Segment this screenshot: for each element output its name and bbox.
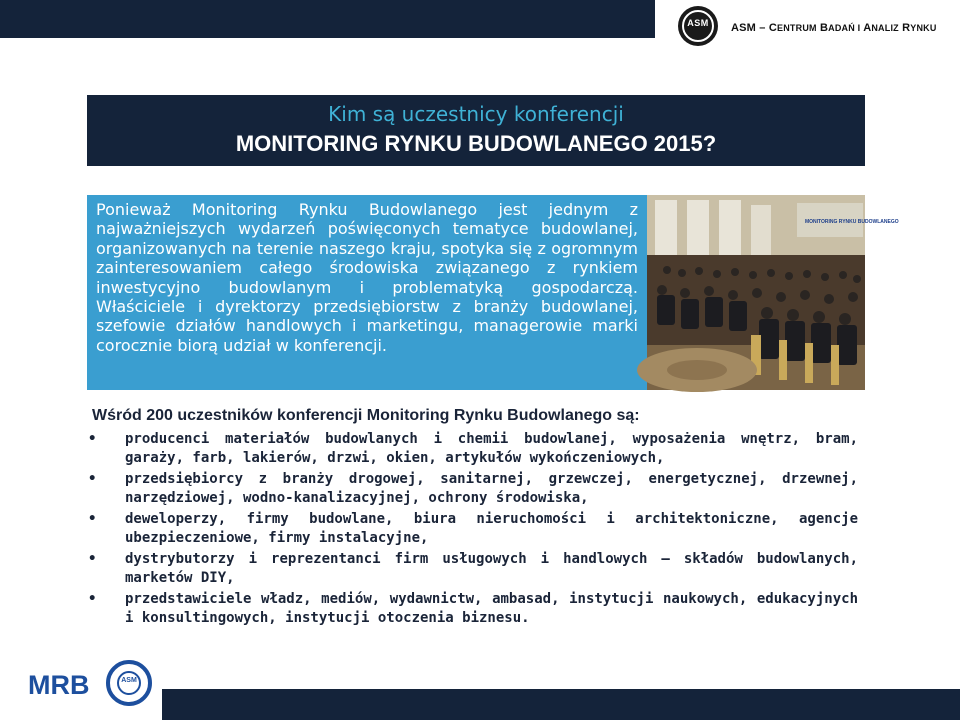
list-item-text: przedsiębiorcy z branży drogowej, sanitarnej, grzewczej, energetycznej, drzewnej, narzędziowej, wodno-kanalizacyjnej, ochrony środowiska,	[125, 471, 858, 506]
company-name: ASM – CENTRUM BADAŃ I ANALIZ RYNKU	[731, 22, 937, 34]
list-item	[88, 590, 858, 627]
page-title: MONITORING RYNKU BUDOWLANEGO 2015?	[235, 131, 717, 156]
title-banner	[87, 95, 865, 166]
participants-list	[88, 430, 858, 630]
bottom-banner-bar	[162, 689, 960, 720]
list-item-text: deweloperzy, firmy budowlane, biura nieruchomości i architektoniczne, agencje ubezpieczeniowe, firmy instalacyjne,	[125, 511, 858, 546]
intro-paragraph: Ponieważ Monitoring Rynku Budowlanego jest jednym z najważniejszych wydarzeń poświęconych tematyce budowlanej, organizowanych na terenie naszego kraju, spotyka się z ogromnym zainteresowaniem całego środowiska związanego z rynkiem inwestycyjno budowlanym i problematyką gospodarczą. Właściciele i dyrektorzy przedsiębiorstw z branży budowlanej, szefowie działów handlowych i marketingu, managerowie marki corocznie biorą udział w konferencji.	[96, 200, 638, 355]
list-item-text: dystrybutorzy i reprezentanci firm usługowych i handlowych – składów budowlanych, marketów DIY,	[125, 551, 858, 586]
conference-hall-illustration	[647, 195, 899, 390]
top-banner-bar	[0, 0, 655, 38]
list-item	[88, 510, 858, 547]
list-item-text: przedstawiciele władz, mediów, wydawnictw, ambasad, instytucji naukowych, edukacyjnych i konsultingowych, instytucji otoczenia biznesu.	[125, 591, 858, 626]
list-item	[88, 470, 858, 507]
list-item	[88, 550, 858, 587]
list-item	[88, 430, 858, 467]
asm-logo-text: ASM	[687, 18, 709, 28]
participants-heading: Wśród 200 uczestników konferencji Monitoring Rynku Budowlanego są:	[92, 407, 640, 424]
mrb-logo-circle	[106, 660, 152, 706]
bullet-icon: •	[88, 471, 97, 487]
mrb-logo-text: MRB	[28, 670, 90, 700]
asm-logo	[678, 6, 718, 46]
list-item-text: producenci materiałów budowlanych i chemii budowlanej, wyposażenia wnętrz, bram, garaży, farb, lakierów, drzwi, okien, artykułów wykończeniowych,	[125, 431, 858, 466]
photo-banner-text: MONITORING RYNKU BUDOWLANEGO	[805, 219, 899, 225]
bullet-icon: •	[88, 551, 97, 567]
intro-panel	[87, 195, 647, 390]
bullet-icon: •	[88, 591, 97, 607]
conference-photo	[647, 195, 899, 390]
bullet-icon: •	[88, 511, 97, 527]
mrb-logo	[28, 660, 138, 710]
mrb-logo-subtext: ASM	[121, 677, 137, 684]
bullet-icon: •	[88, 431, 97, 447]
page-subtitle: Kim są uczestnicy konferencji	[328, 102, 624, 126]
